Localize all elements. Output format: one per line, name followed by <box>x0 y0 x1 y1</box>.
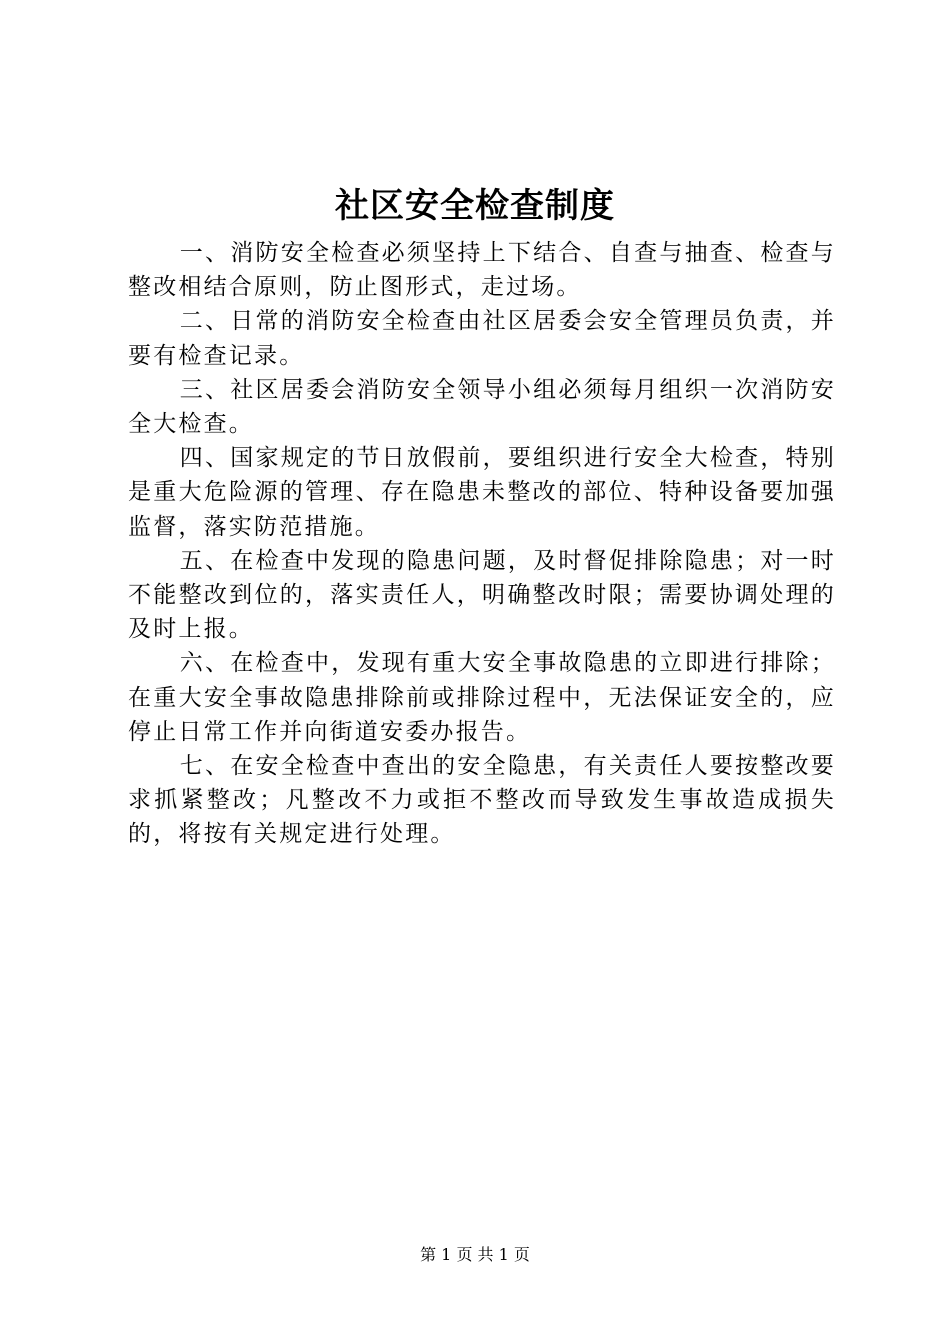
paragraph-2: 二、日常的消防安全检查由社区居委会安全管理员负责，并要有检查记录。 <box>128 308 836 369</box>
paragraph-4: 四、国家规定的节日放假前，要组织进行安全大检查，特别是重大危险源的管理、存在隐患未整改的部位、特种设备要加强监督，落实防范措施。 <box>128 445 836 540</box>
document-body <box>128 236 836 852</box>
paragraph-1: 一、消防安全检查必须坚持上下结合、自查与抽查、检查与整改相结合原则，防止图形式，走过场。 <box>128 240 836 301</box>
document-title: 社区安全检查制度 <box>335 186 615 226</box>
paragraph-5: 五、在检查中发现的隐患问题，及时督促排除隐患；对一时不能整改到位的，落实责任人，明确整改时限；需要协调处理的及时上报。 <box>128 547 836 643</box>
paragraph-6: 六、在检查中，发现有重大安全事故隐患的立即进行排除；在重大安全事故隐患排除前或排除过程中，无法保证安全的，应停止日常工作并向街道安委办报告。 <box>128 650 836 745</box>
paragraph-7: 七、在安全检查中查出的安全隐患，有关责任人要按整改要求抓紧整改；凡整改不力或拒不整改而导致发生事故造成损失的，将按有关规定进行处理。 <box>128 753 836 848</box>
page-number-footer: 第 1 页 共 1 页 <box>420 1245 530 1264</box>
paragraph-3: 三、社区居委会消防安全领导小组必须每月组织一次消防安全大检查。 <box>128 376 836 438</box>
